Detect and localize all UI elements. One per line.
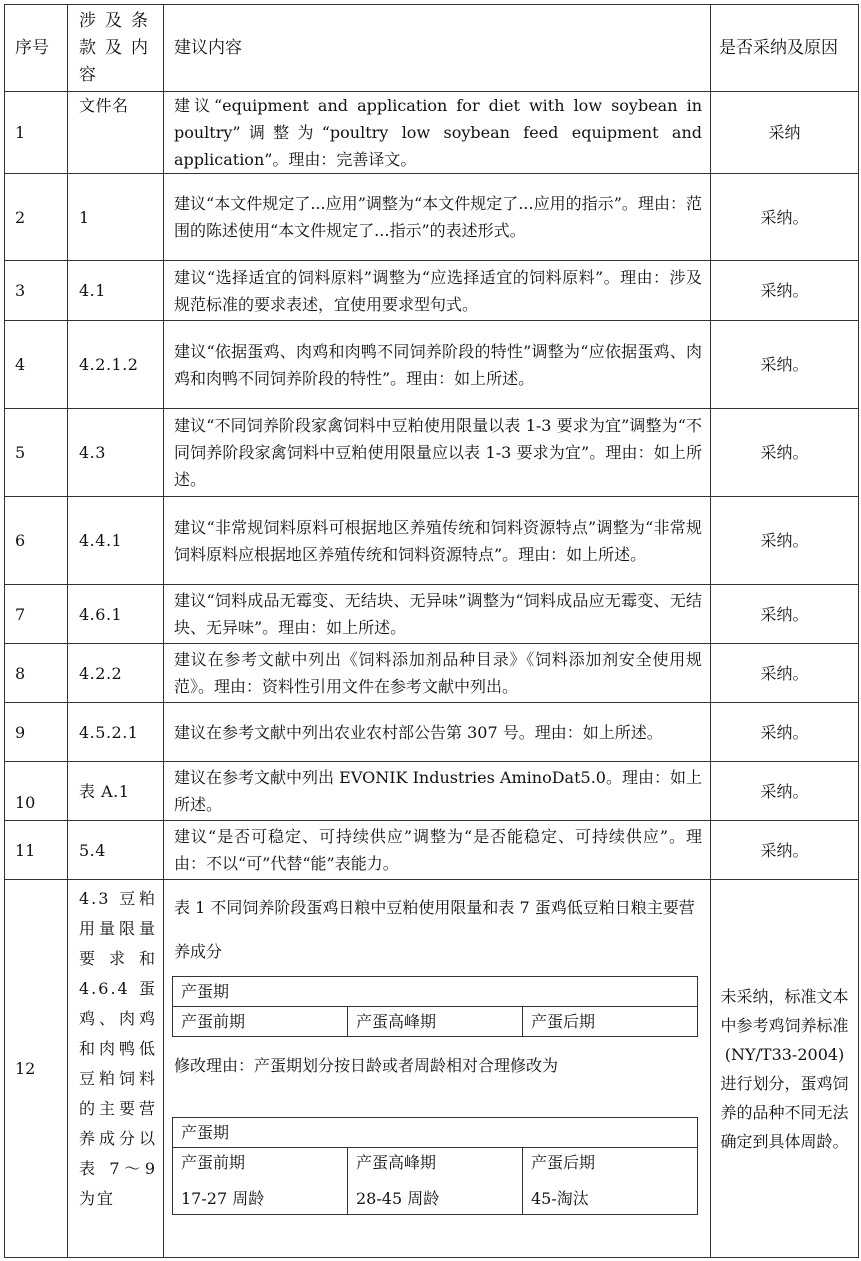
header-suggestion: 建议内容 (164, 5, 711, 92)
row-suggestion: 建议在参考文献中列出农业农村部公告第 307 号。理由：如上所述。 (164, 703, 711, 762)
header-adoption: 是否采纳及原因 (711, 5, 859, 92)
row-no: 11 (5, 821, 68, 880)
row-adoption: 采纳。 (711, 703, 859, 762)
row-suggestion: 建议“本文件规定了...应用”调整为“本文件规定了...应用的指示”。理由：范围的陈述使用“本文件规定了...指示”的表述形式。 (164, 174, 711, 261)
row-suggestion: 建议“不同饲养阶段家禽饲料中豆粕使用限量以表 1-3 要求为宜”调整为“不同饲养阶段家禽饲料中豆粕使用限量应以表 1-3 要求为宜”。理由：如上所述。 (164, 409, 711, 497)
period-table-revised (172, 1117, 698, 1215)
row-suggestion: 建议在参考文献中列出《饲料添加剂品种目录》《饲料添加剂安全使用规范》。理由：资料性引用文件在参考文献中列出。 (164, 644, 711, 703)
table-row (5, 409, 859, 497)
row-no: 9 (5, 703, 68, 762)
row-adoption: 采纳。 (711, 321, 859, 409)
period-header: 产蛋期 (173, 1118, 698, 1148)
row-suggestion: 建议“依据蛋鸡、肉鸡和肉鸭不同饲养阶段的特性”调整为“应依据蛋鸡、肉鸡和肉鸭不同饲养阶段的特性”。理由：如上所述。 (164, 321, 711, 409)
row-clause: 表 A.1 (68, 762, 164, 821)
row-no: 1 (5, 92, 68, 174)
row-adoption: 采纳。 (711, 261, 859, 321)
row-adoption: 采纳。 (711, 644, 859, 703)
row-adoption: 采纳 (711, 92, 859, 174)
row-clause: 4.6.1 (68, 585, 164, 644)
row-suggestion: 建议“是否可稳定、可持续供应”调整为“是否能稳定、可持续供应”。理由：不以“可”代替“能”表能力。 (164, 821, 711, 880)
row-adoption: 采纳。 (711, 174, 859, 261)
table-row (5, 762, 859, 821)
row-clause: 4.2.2 (68, 644, 164, 703)
row-no: 7 (5, 585, 68, 644)
stage-late: 产蛋后期 (523, 1007, 698, 1037)
row-suggestion (164, 880, 711, 1258)
row-no: 8 (5, 644, 68, 703)
stage-early-cell (173, 1148, 348, 1215)
row-clause: 4.2.1.2 (68, 321, 164, 409)
table-row (5, 321, 859, 409)
row-clause: 4.4.1 (68, 497, 164, 585)
table-row-12 (5, 880, 859, 1258)
row-no: 6 (5, 497, 68, 585)
table-row (5, 703, 859, 762)
row-suggestion: 建议“非常规饲料原料可根据地区养殖传统和饲料资源特点”调整为“非常规饲料原料应根据地区养殖传统和饲料资源特点”。理由：如上所述。 (164, 497, 711, 585)
table-row (5, 644, 859, 703)
row-no: 5 (5, 409, 68, 497)
row-adoption: 采纳。 (711, 585, 859, 644)
row-no: 3 (5, 261, 68, 321)
row-clause: 4.3 豆粕用量限量要求和 4.6.4 蛋鸡、肉鸡和肉鸭低豆粕饲料的主要营养成分以表 7～9 为宜 (68, 880, 164, 1258)
row-adoption: 采纳。 (711, 497, 859, 585)
stage-late: 产蛋后期 (531, 1153, 596, 1172)
row-clause: 文件名 (68, 92, 164, 174)
table-row (5, 585, 859, 644)
row-clause: 4.5.2.1 (68, 703, 164, 762)
stage-early: 产蛋前期 (181, 1153, 246, 1172)
stage-peak-cell (348, 1148, 523, 1215)
header-row (5, 5, 859, 92)
table-row (5, 821, 859, 880)
period-header: 产蛋期 (173, 977, 698, 1007)
row-clause: 5.4 (68, 821, 164, 880)
table-row (5, 92, 859, 174)
table-row (5, 174, 859, 261)
table-row (5, 261, 859, 321)
stage-peak: 产蛋高峰期 (356, 1153, 437, 1172)
row-no: 4 (5, 321, 68, 409)
row-no: 2 (5, 174, 68, 261)
header-clause: 涉及条款及内容 (68, 5, 164, 92)
row-adoption: 采纳。 (711, 409, 859, 497)
row-suggestion: 建议“equipment and application for diet with low soybean in poultry”调整为“poultry low soybean feed equipment and application”。理由：完善译文。 (164, 92, 711, 174)
row12-intro: 表 1 不同饲养阶段蛋鸡日粮中豆粕使用限量和表 7 蛋鸡低豆粕日粮主要营养成分 (174, 898, 695, 961)
row-no: 10 (5, 762, 68, 821)
row-suggestion: 建议“选择适宜的饲料原料”调整为“应选择适宜的饲料原料”。理由：涉及规范标准的要求表述，宜使用要求型句式。 (164, 261, 711, 321)
row-adoption: 采纳。 (711, 821, 859, 880)
table-row (5, 497, 859, 585)
stage-late-cell (523, 1148, 698, 1215)
comment-table (4, 4, 859, 1258)
row12-reason: 修改理由：产蛋期划分按日龄或者周龄相对合理修改为 (174, 1056, 559, 1075)
stage-early-weeks: 17-27 周龄 (181, 1189, 265, 1208)
row-adoption: 未采纳，标准文本中参考鸡饲养标准(NY/T33-2004)进行划分，蛋鸡饲养的品种不同无法确定到具体周龄。 (711, 880, 859, 1258)
period-table-original (172, 976, 698, 1037)
row-clause: 4.1 (68, 261, 164, 321)
header-no: 序号 (5, 5, 68, 92)
row-clause: 4.3 (68, 409, 164, 497)
stage-early: 产蛋前期 (173, 1007, 348, 1037)
row-suggestion: 建议“饲料成品无霉变、无结块、无异味”调整为“饲料成品应无霉变、无结块、无异味”。理由：如上所述。 (164, 585, 711, 644)
row-no: 12 (5, 880, 68, 1258)
row-suggestion: 建议在参考文献中列出 EVONIK Industries AminoDat5.0。理由：如上所述。 (164, 762, 711, 821)
row-clause: 1 (68, 174, 164, 261)
row-adoption: 采纳。 (711, 762, 859, 821)
stage-peak: 产蛋高峰期 (348, 1007, 523, 1037)
stage-peak-weeks: 28-45 周龄 (356, 1189, 440, 1208)
stage-late-weeks: 45-淘汰 (531, 1189, 589, 1208)
